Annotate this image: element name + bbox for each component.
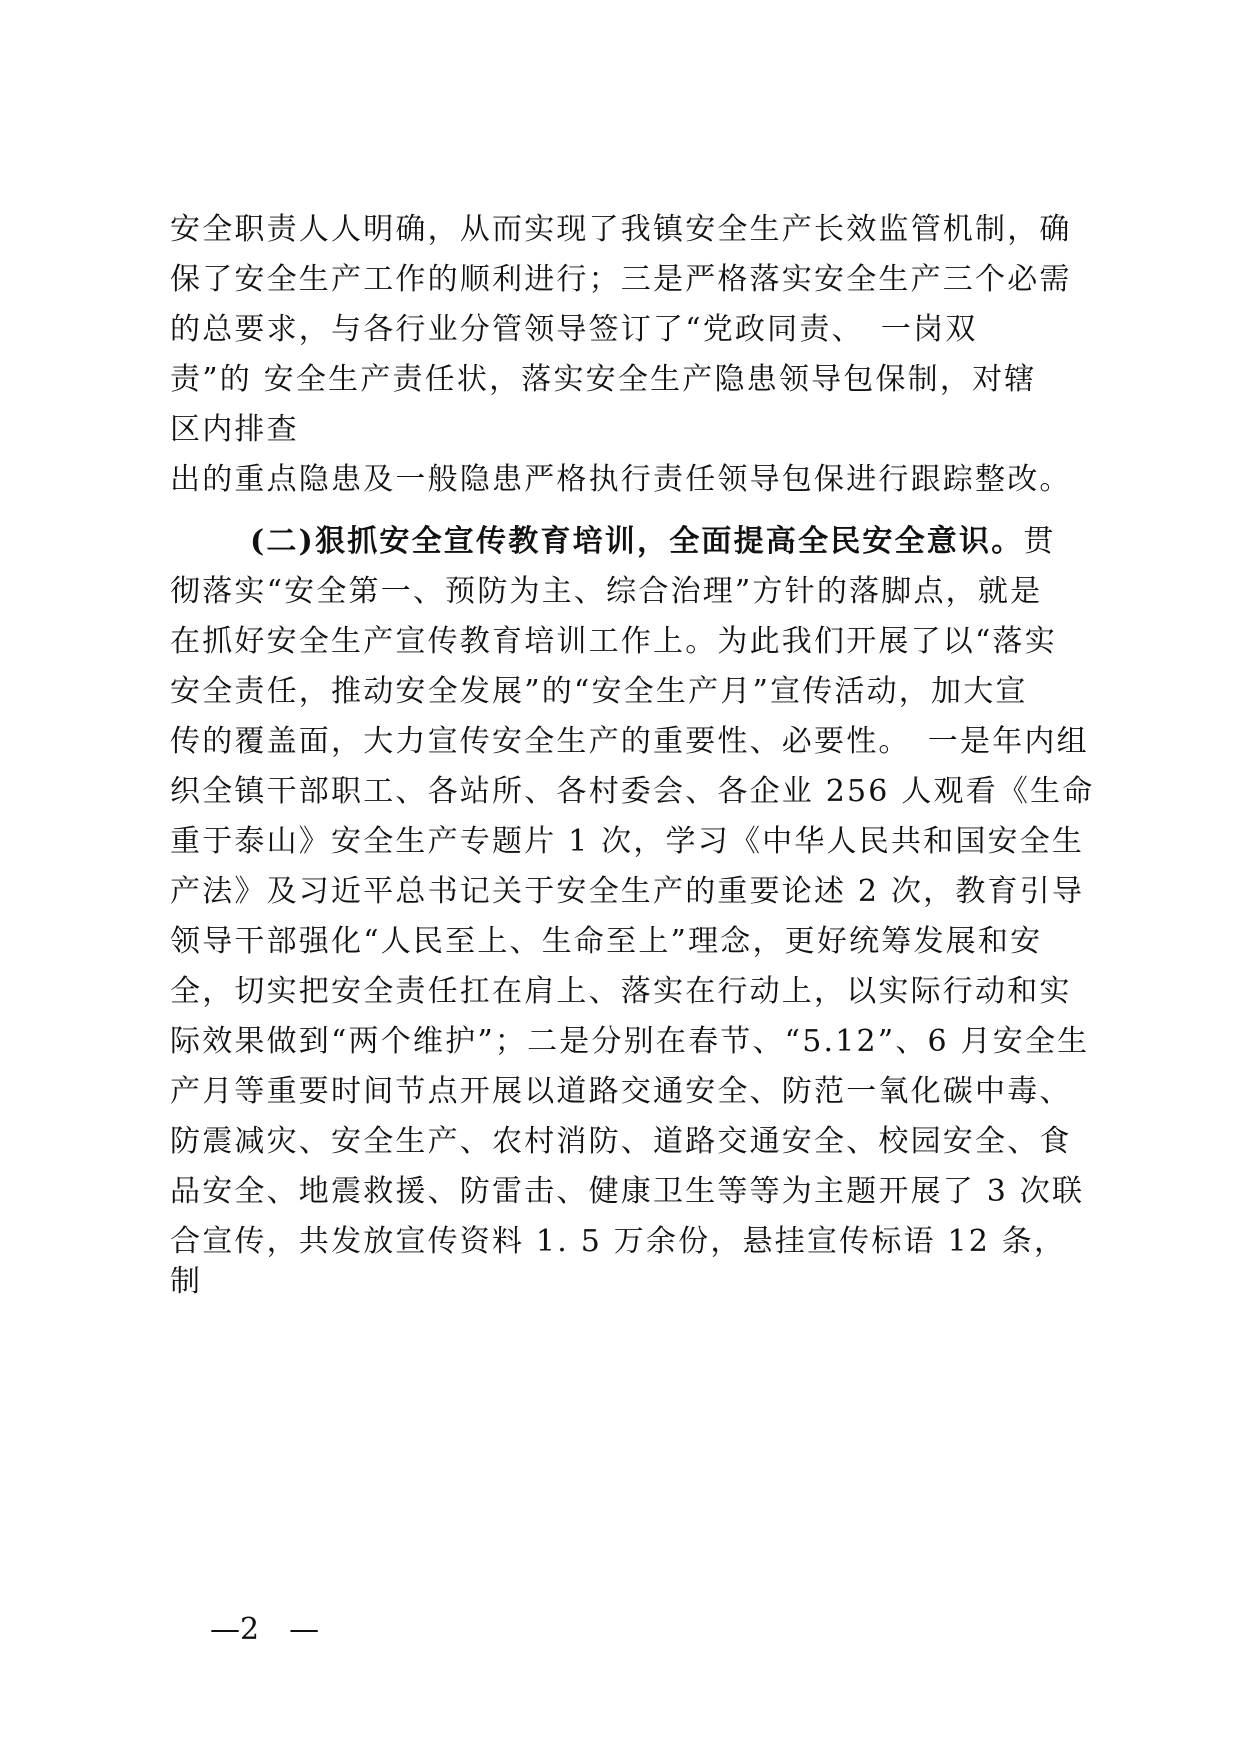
text-line: 产月等重要时间节点开展以道路交通安全、防范一氧化碳中毒、 — [170, 1074, 1072, 1109]
text-line: 织全镇干部职工、各站所、各村委会、各企业 256 人观看《生命 — [170, 774, 1095, 809]
text-line: 重于泰山》安全生产专题片 1 次，学习《中华人民共和国安全生 — [170, 824, 1085, 859]
text-line: 区内排查 — [170, 412, 299, 447]
text-line: 产法》及习近平总书记关于安全生产的重要论述 2 次，教育引导 — [170, 874, 1085, 909]
text-line: 的总要求，与各行业分管领导签订了“党政同责、 一岗双 — [170, 312, 978, 347]
text-line: 全，切实把安全责任扛在肩上、落实在行动上，以实际行动和实 — [170, 974, 1072, 1009]
text-line: 领导干部强化“人民至上、生命至上”理念，更好统筹发展和安 — [170, 924, 1043, 959]
text-line: 传的覆盖面，大力宣传安全生产的重要性、必要性。 一是年内组 — [170, 724, 1089, 759]
heading-tail-text: 贯 — [1023, 524, 1056, 559]
section-heading-line — [250, 522, 1090, 562]
text-line: 责”的 安全生产责任状，落实安全生产隐患领导包保制，对辖 — [170, 362, 1037, 397]
text-line: 保了安全生产工作的顺利进行；三是严格落实安全生产三个必需 — [170, 262, 1072, 297]
text-line: 在抓好安全生产宣传教育培训工作上。为此我们开展了以“落实 — [170, 624, 1057, 659]
text-line: 制 — [170, 1264, 203, 1299]
text-line: 际效果做到“两个维护”；二是分别在春节、“5.12”、6 月安全生 — [170, 1024, 1090, 1059]
text-line: 防震减灾、安全生产、农村消防、道路交通安全、校园安全、食 — [170, 1124, 1072, 1159]
section-heading: (二)狠抓安全宣传教育培训，全面提高全民安全意识。 — [250, 524, 1024, 559]
text-line: 出的重点隐患及一般隐患严格执行责任领导包保进行跟踪整改。 — [170, 462, 1072, 497]
page-number: —2 — — [210, 1612, 320, 1647]
text-line: 安全职责人人明确，从而实现了我镇安全生产长效监管机制，确 — [170, 212, 1072, 247]
text-line: 品安全、地震救援、防雷击、健康卫生等等为主题开展了 3 次联 — [170, 1174, 1085, 1209]
text-line: 彻落实“安全第一、预防为主、综合治理”方针的落脚点，就是 — [170, 574, 1043, 609]
text-line: 合宣传，共发放宣传资料 1. 5 万余份，悬挂宣传标语 12 条， — [170, 1224, 1067, 1259]
text-line: 安全责任，推动安全发展”的“安全生产月”宣传活动，加大宣 — [170, 674, 1028, 709]
